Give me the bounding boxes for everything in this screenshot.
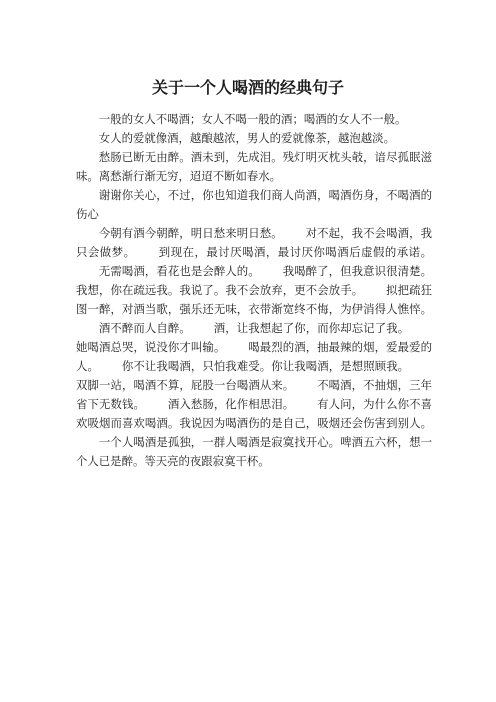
sentence: 对不起，我不会喝酒，我只会做梦。	[76, 226, 432, 259]
paragraph: 谢谢你关心，不过，你也知道我们商人尚酒，喝酒伤身，不喝酒的伤心	[76, 188, 432, 221]
sentence: 今朝有酒今朝醉，明日愁来明日愁。	[98, 226, 283, 240]
sentence: 无需喝酒，看花也是会醉人的。	[98, 264, 260, 278]
paragraph-combined	[76, 224, 432, 471]
paragraph: 愁肠已断无由醉。酒未到，先成泪。残灯明灭枕头攲，谙尽孤眠滋味。离愁渐行渐无穷，迢迢不断如春水。	[76, 150, 432, 183]
sentence: 一个人喝酒是孤独，一群人喝酒是寂寞找开心。啤酒五六杯，想一个人已是醉。等天亮的夜跟寂寞干杯。	[76, 435, 432, 468]
document-title: 关于一个人喝酒的经典句子	[151, 78, 344, 97]
document-body	[76, 110, 432, 471]
sentence: 你不让我喝酒，只怕我难受。你让我喝酒，是想照顾我。	[121, 359, 410, 373]
sentence: 拟把疏狂图一醉，对酒当歌，强乐还无味，衣带渐宽终不悔，为伊消得人憔悴。	[76, 283, 432, 316]
sentence: 酒入愁肠，化作相思泪。	[167, 397, 295, 411]
paragraph: 女人的爱就像酒，越酿越浓，男人的爱就像茶，越泡越淡。	[98, 131, 395, 145]
sentence: 我喝醉了，但我意识很清楚。我想，你在疏远我。我说了。我不会放弃，更不会放手。	[76, 264, 432, 297]
sentence: 喝最烈的酒，抽最辣的烟，爱最爱的人。	[76, 340, 432, 373]
paragraph: 一般的女人不喝酒；女人不喝一般的酒；喝酒的女人不一般。	[98, 112, 407, 126]
sentence: 她喝酒总哭，说没你才叫输。	[76, 340, 226, 354]
sentence: 到现在，最讨厌喝酒，最讨厌你喝酒后虚假的承诺。	[158, 245, 432, 259]
sentence: 不喝酒，不抽烟，三年省下无数钱。	[76, 378, 432, 411]
sentence: 有人问，为什么你不喜欢吸烟而喜欢喝酒。我说因为喝酒伤的是自己，吸烟还会伤害到别人。	[76, 397, 432, 430]
sentence: 酒，让我想起了你，而你却忘记了我。	[213, 321, 410, 335]
sentence: 酒不醉而人自醉。	[98, 321, 191, 335]
sentence: 双脚一站，喝酒不算，屁股一台喝酒从来。	[76, 378, 295, 392]
